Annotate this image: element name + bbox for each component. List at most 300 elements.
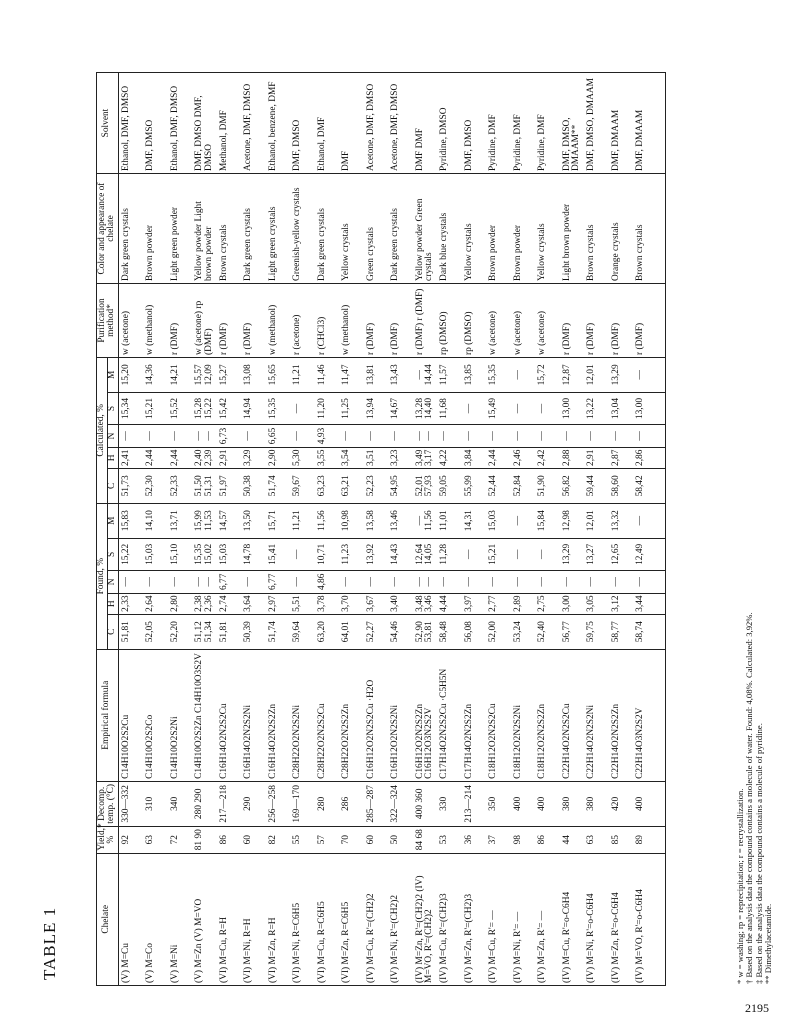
cell-chelate: (VI) M=Cu, R=C6H5 [318,853,343,985]
cell-calc-c: 51,97 [220,468,245,503]
cell-calc-h: 2,91 [587,447,612,468]
cell-calc-h: 3,51 [367,447,392,468]
cell-solvent: DMF, DMAAM [612,73,637,174]
cell-calc-h: 3,49 3,17 [416,447,441,468]
cell-found-n: — [146,571,171,593]
cell-solvent: DMF, DMSO [293,73,318,174]
cell-solvent: DMF, DMSO, DMAAM [587,73,612,174]
table-body [118,73,665,986]
cell-found-c: 52,27 [367,614,392,649]
cell-chelate: (IV) M=VO, R'=o-C6H4 [636,853,665,985]
cell-found-n: — [612,571,637,593]
cell-calc-n: — [118,425,146,447]
cell-found-c: 51,74 [269,614,294,649]
header-decomp: Decomp. temp. (°C) [97,781,119,826]
rotated-table-container [96,72,782,986]
cell-found-s: 14,78 [244,538,269,571]
cell-found-s: 13,27 [587,538,612,571]
table-row [416,73,441,986]
cell-purification: r (DMF) [612,283,637,357]
cell-formula: C28H22O2N2S2Zn [342,649,367,781]
cell-purification: w (acetone) [514,283,539,357]
cell-found-s: 11,23 [342,538,367,571]
cell-found-c: 52,90 53,81 [416,614,441,649]
cell-found-m: — 11,56 [416,503,441,538]
cell-formula: C17H14O2N2S2Cu ·C5H5N [440,649,465,781]
cell-calc-m: 15,27 [220,357,245,392]
table-row [367,73,392,986]
cell-formula: C16H14O2N2S2Zn [269,649,294,781]
cell-calc-n: — [489,425,514,447]
cell-decomp: 280 [318,781,343,826]
cell-calc-n: 6,73 [220,425,245,447]
cell-found-c: 58,77 [612,614,637,649]
cell-purification: r (DMF) [636,283,665,357]
cell-calc-s: 15,28 15,22 [195,392,220,425]
cell-calc-s: 15,34 [118,392,146,425]
cell-calc-n: — [514,425,539,447]
header-purification: Purification method* [97,283,119,357]
cell-purification: rp (DMSO) [465,283,490,357]
cell-found-m: 10,98 [342,503,367,538]
cell-found-s: 12,64 14,05 [416,538,441,571]
cell-found-c: 58,74 [636,614,665,649]
cell-calc-s: 15,49 [489,392,514,425]
header-calc-h: H [107,447,118,468]
cell-calc-c: 52,01 57,93 [416,468,441,503]
cell-calc-n: — — [416,425,441,447]
cell-found-n: — [563,571,588,593]
cell-chelate: (IV) M=Cu, R'=o-C6H4 [563,853,588,985]
table-row [612,73,637,986]
cell-found-s: 10,71 [318,538,343,571]
cell-calc-m: 11,46 [318,357,343,392]
cell-decomp: 380 [563,781,588,826]
cell-calc-c: 52,44 [489,468,514,503]
cell-solvent: DMF, DMSO [146,73,171,174]
cell-solvent: Ethanol, DMF, DMSO [118,73,146,174]
cell-calc-s: 15,42 [220,392,245,425]
cell-calc-h: 2,44 [146,447,171,468]
cell-solvent: DMF, DMSO DMF, DMSO [195,73,220,174]
cell-chelate: (IV) M=Ni, R'= — [514,853,539,985]
cell-formula: C18H12O2N2S2Cu [489,649,514,781]
cell-calc-h: 3,29 [244,447,269,468]
cell-color: Light green powder [171,174,196,284]
cell-found-h: 3,00 [563,593,588,614]
cell-found-m: 15,03 [489,503,514,538]
cell-decomp: 330 [440,781,465,826]
cell-calc-c: 55,99 [465,468,490,503]
cell-yield: 81 90 [195,826,220,853]
cell-solvent: DMF [342,73,367,174]
cell-found-n: 4,86 [318,571,343,593]
cell-color: Light brown powder [563,174,588,284]
cell-found-c: 58,48 [440,614,465,649]
cell-found-n: — [118,571,146,593]
cell-solvent: Acetone, DMF, DMSO [391,73,416,174]
cell-chelate: (VI) M=Ni, R=C6H5 [293,853,318,985]
cell-formula: C22H14O3N2S2V [636,649,665,781]
cell-color: Dark green crystals [244,174,269,284]
cell-calc-h: 2,86 [636,447,665,468]
cell-found-c: 52,05 [146,614,171,649]
cell-chelate: (VI) M=Cu, R=H [220,853,245,985]
cell-found-h: 3,12 [612,593,637,614]
cell-calc-m: — [636,357,665,392]
cell-calc-c: 52,33 [171,468,196,503]
cell-found-h: 2,74 [220,593,245,614]
cell-found-n: — [293,571,318,593]
cell-chelate: (IV) M=Zn, R'= — [538,853,563,985]
cell-purification: r (DMF) [563,283,588,357]
cell-found-s: — [465,538,490,571]
cell-found-s: 13,29 [563,538,588,571]
cell-calc-h: 2,41 [118,447,146,468]
cell-found-m: 15,71 [269,503,294,538]
cell-found-n: 6,77 [220,571,245,593]
cell-found-h: 2,77 [489,593,514,614]
cell-calc-s: — [538,392,563,425]
cell-found-m: 14,57 [220,503,245,538]
cell-decomp: 380 [587,781,612,826]
header-found-h: H [107,593,118,614]
cell-decomp: 420 [612,781,637,826]
cell-calc-s: 14,67 [391,392,416,425]
cell-found-s: 15,03 [220,538,245,571]
header-yield: Yield,* % [97,826,119,853]
cell-found-s: 15,22 [118,538,146,571]
cell-calc-s: 14,94 [244,392,269,425]
cell-solvent: Pyridine, DMF [489,73,514,174]
table-row [636,73,665,986]
cell-formula: C22H14O2N2S2Zn [612,649,637,781]
cell-found-n: — [244,571,269,593]
cell-calc-m: 13,43 [391,357,416,392]
cell-calc-h: 3,23 [391,447,416,468]
cell-calc-m: 13,08 [244,357,269,392]
cell-found-h: 3,44 [636,593,665,614]
cell-found-s: 12,49 [636,538,665,571]
cell-found-h: 3,78 [318,593,343,614]
cell-calc-s: 13,04 [612,392,637,425]
cell-color: Brown crystals [220,174,245,284]
cell-color: Brown powder [489,174,514,284]
header-found-s: S [107,538,118,571]
cell-decomp: 400 360 [416,781,441,826]
cell-found-h: 3,67 [367,593,392,614]
footnote: † Based on the analysis data the compound contains a molecule of water. Found: 4,08%. Calculated: 3,92%. [744,612,755,984]
header-solvent: Solvent [97,73,119,174]
cell-chelate: (IV) M=Ni, R'=(CH2)2 [391,853,416,985]
cell-solvent: Ethanol, DMF, DMSO [171,73,196,174]
cell-found-n: — [391,571,416,593]
cell-yield: 37 [489,826,514,853]
cell-calc-n: — [146,425,171,447]
cell-formula: C17H14O2N2S2Zn [465,649,490,781]
cell-formula: C16H14O2N2S2Ni [244,649,269,781]
table-row [318,73,343,986]
data-table [96,72,666,986]
cell-yield: 82 [269,826,294,853]
cell-color: Orange crystals [612,174,637,284]
table-row [489,73,514,986]
cell-decomp: 400 [636,781,665,826]
cell-found-m: 14,31 [465,503,490,538]
cell-found-c: 50,39 [244,614,269,649]
cell-found-n: — [538,571,563,593]
cell-calc-c: 52,23 [367,468,392,503]
cell-calc-s: 13,94 [367,392,392,425]
cell-calc-m: 15,20 [118,357,146,392]
cell-found-m: 13,46 [391,503,416,538]
header-calc-c: C [107,468,118,503]
cell-found-m: 14,10 [146,503,171,538]
cell-calc-s: 15,21 [146,392,171,425]
cell-calc-s: 13,00 [636,392,665,425]
header-calc-m: M [107,357,118,392]
cell-calc-n: — [563,425,588,447]
header-formula: Empirical formula [97,649,119,781]
cell-found-s: — [538,538,563,571]
cell-found-s: 14,43 [391,538,416,571]
cell-calc-h: 2,44 [171,447,196,468]
cell-purification: rp (DMSO) [440,283,465,357]
cell-calc-n: — [636,425,665,447]
cell-calc-h: 2,87 [612,447,637,468]
cell-calc-h: 2,42 [538,447,563,468]
cell-calc-c: 52,84 [514,468,539,503]
cell-solvent: Methanol, DMF [220,73,245,174]
cell-color: Dark green crystals [118,174,146,284]
cell-found-n: — [489,571,514,593]
cell-calc-m: 15,57 12,09 [195,357,220,392]
cell-decomp: 340 [171,781,196,826]
cell-calc-c: 59,67 [293,468,318,503]
header-found-c: C [107,614,118,649]
cell-chelate: (VI) M=Zn, R=C6H5 [342,853,367,985]
cell-color: Dark green crystals [318,174,343,284]
cell-formula: C16H12O2N2S2Ni [391,649,416,781]
cell-found-c: 51,81 [220,614,245,649]
cell-decomp: 290 [244,781,269,826]
cell-calc-n: 6,65 [269,425,294,447]
header-row [97,73,108,986]
cell-solvent: DMF, DMSO [465,73,490,174]
cell-yield: 72 [171,826,196,853]
cell-calc-m: 11,57 [440,357,465,392]
cell-found-c: 51,81 [118,614,146,649]
cell-yield: 53 [440,826,465,853]
table-row [244,73,269,986]
cell-found-m: 15,83 [118,503,146,538]
cell-solvent: DMF DMF [416,73,441,174]
cell-yield: 86 [538,826,563,853]
cell-calc-c: 63,23 [318,468,343,503]
cell-found-m: 11,21 [293,503,318,538]
cell-calc-h: 4,22 [440,447,465,468]
page-number: 2195 [745,1001,769,1015]
cell-calc-m: 15,65 [269,357,294,392]
cell-found-c: 59,75 [587,614,612,649]
cell-calc-c: 56,82 [563,468,588,503]
cell-calc-n: — [391,425,416,447]
cell-decomp: 400 [514,781,539,826]
cell-color: Yellow crystals [342,174,367,284]
table-row [587,73,612,986]
cell-calc-m: 13,29 [612,357,637,392]
cell-found-c: 64,01 [342,614,367,649]
cell-formula: C28H22O2N2S2Ni [293,649,318,781]
cell-yield: 60 [367,826,392,853]
cell-calc-m: 12,87 [563,357,588,392]
cell-found-s: 11,28 [440,538,465,571]
cell-color: Yellow powder Green crystals [416,174,441,284]
cell-calc-c: 59,44 [587,468,612,503]
cell-purification: w (methanol) [342,283,367,357]
table-row [514,73,539,986]
cell-chelate: (IV) M=Cu, R'=(CH2)3 [440,853,465,985]
cell-solvent: Pyridine, DMF [538,73,563,174]
cell-calc-n: — [171,425,196,447]
cell-formula: C28H22O2N2S2Cu [318,649,343,781]
header-color: Color and appearance of chelate [97,174,119,284]
cell-solvent: Acetone, DMF, DMSO [367,73,392,174]
cell-decomp: 330—332 [118,781,146,826]
cell-found-h: 4,44 [440,593,465,614]
cell-formula: C16H14O2N2S2Cu [220,649,245,781]
cell-calc-h: 2,90 [269,447,294,468]
cell-purification: w (methanol) [269,283,294,357]
cell-calc-c: 54,95 [391,468,416,503]
cell-chelate: (IV) M=Ni, R'=o-C6H4 [587,853,612,985]
cell-purification: r (DMF) [367,283,392,357]
cell-found-c: 51,12 51,34 [195,614,220,649]
cell-decomp: 256—258 [269,781,294,826]
cell-found-n: — [342,571,367,593]
cell-purification: w (acetone) [118,283,146,357]
cell-chelate: (V) M=Zn (V) M=VO [195,853,220,985]
cell-found-n: 6,77 [269,571,294,593]
cell-calc-h: 3,84 [465,447,490,468]
cell-yield: 50 [391,826,416,853]
cell-found-c: 63,20 [318,614,343,649]
cell-calc-c: 51,74 [269,468,294,503]
cell-calc-c: 59,05 [440,468,465,503]
cell-calc-n: — [587,425,612,447]
cell-calc-n: — [612,425,637,447]
cell-calc-c: 51,73 [118,468,146,503]
cell-chelate: (V) M=Ni [171,853,196,985]
cell-found-n: — — [195,571,220,593]
cell-purification: r (DMF) [587,283,612,357]
cell-color: Dark blue crystals [440,174,465,284]
cell-purification: w (acetone) [538,283,563,357]
cell-solvent: Pyridine, DMF [514,73,539,174]
cell-found-n: — [367,571,392,593]
cell-calc-s: 15,52 [171,392,196,425]
cell-color: Greenish-yellow crystals [293,174,318,284]
table-row [195,73,220,986]
cell-found-s: — [293,538,318,571]
cell-calc-s: 11,20 [318,392,343,425]
cell-calc-n: — [367,425,392,447]
cell-chelate: (IV) M=Cu, R'= — [489,853,514,985]
cell-decomp: 280 290 [195,781,220,826]
table-row [391,73,416,986]
cell-calc-m: 12,01 [587,357,612,392]
cell-calc-s: 13,28 14,40 [416,392,441,425]
cell-found-n: — — [416,571,441,593]
cell-formula: C14H10O2S2Co [146,649,171,781]
cell-solvent: DMF, DMAAM [636,73,665,174]
cell-color: Yellow powder Light brown powder [195,174,220,284]
cell-found-s: 15,35 15,02 [195,538,220,571]
cell-found-h: 2,75 [538,593,563,614]
cell-yield: 57 [318,826,343,853]
cell-calc-s: 11,25 [342,392,367,425]
cell-calc-m: 15,35 [489,357,514,392]
cell-found-s: — [514,538,539,571]
cell-purification: r (CHCl3) [318,283,343,357]
cell-formula: C14H10O2S2Cu [118,649,146,781]
cell-found-s: 15,03 [146,538,171,571]
cell-found-c: 53,24 [514,614,539,649]
cell-yield: 36 [465,826,490,853]
cell-formula: C18H12O2N2S2Zn [538,649,563,781]
cell-purification: r (DMF) [171,283,196,357]
cell-calc-m: 13,81 [367,357,392,392]
cell-calc-c: 58,60 [612,468,637,503]
cell-decomp: 213—214 [465,781,490,826]
cell-yield: 84 68 [416,826,441,853]
cell-color: Brown powder [514,174,539,284]
cell-found-s: 15,41 [269,538,294,571]
cell-found-m: 13,50 [244,503,269,538]
header-found-n: N [107,571,118,593]
cell-calc-h: 2,91 [220,447,245,468]
table-row [538,73,563,986]
header-calculated: Calculated, % [97,357,108,503]
cell-color: Dark green crystals [391,174,416,284]
header-found: Found, % [97,503,108,649]
footnotes [736,612,773,984]
cell-yield: 98 [514,826,539,853]
cell-calc-h: 2,40 2,39 [195,447,220,468]
cell-calc-m: 11,47 [342,357,367,392]
cell-found-m: 13,58 [367,503,392,538]
cell-found-m: — [514,503,539,538]
cell-decomp: 169—170 [293,781,318,826]
cell-formula: C14H10O2S2Zn C14H10O3S2V [195,649,220,781]
cell-found-s: 15,21 [489,538,514,571]
cell-purification: w (acetone) [489,283,514,357]
cell-found-m: 13,71 [171,503,196,538]
table-row [440,73,465,986]
cell-chelate: (IV) M=Zn, R'=o-C6H4 [612,853,637,985]
cell-found-m: 15,99 11,53 [195,503,220,538]
footnote: ‡ Based on the analysis data the compound contains a molecule of pyridine. [753,723,764,984]
cell-calc-n: — [440,425,465,447]
cell-yield: 92 [118,826,146,853]
cell-yield: 63 [146,826,171,853]
cell-found-n: — [171,571,196,593]
cell-calc-n: — [293,425,318,447]
cell-found-c: 52,20 [171,614,196,649]
cell-chelate: (IV) M=Cu, R'=(CH2)2 [367,853,392,985]
table-row [171,73,196,986]
cell-yield: 85 [612,826,637,853]
